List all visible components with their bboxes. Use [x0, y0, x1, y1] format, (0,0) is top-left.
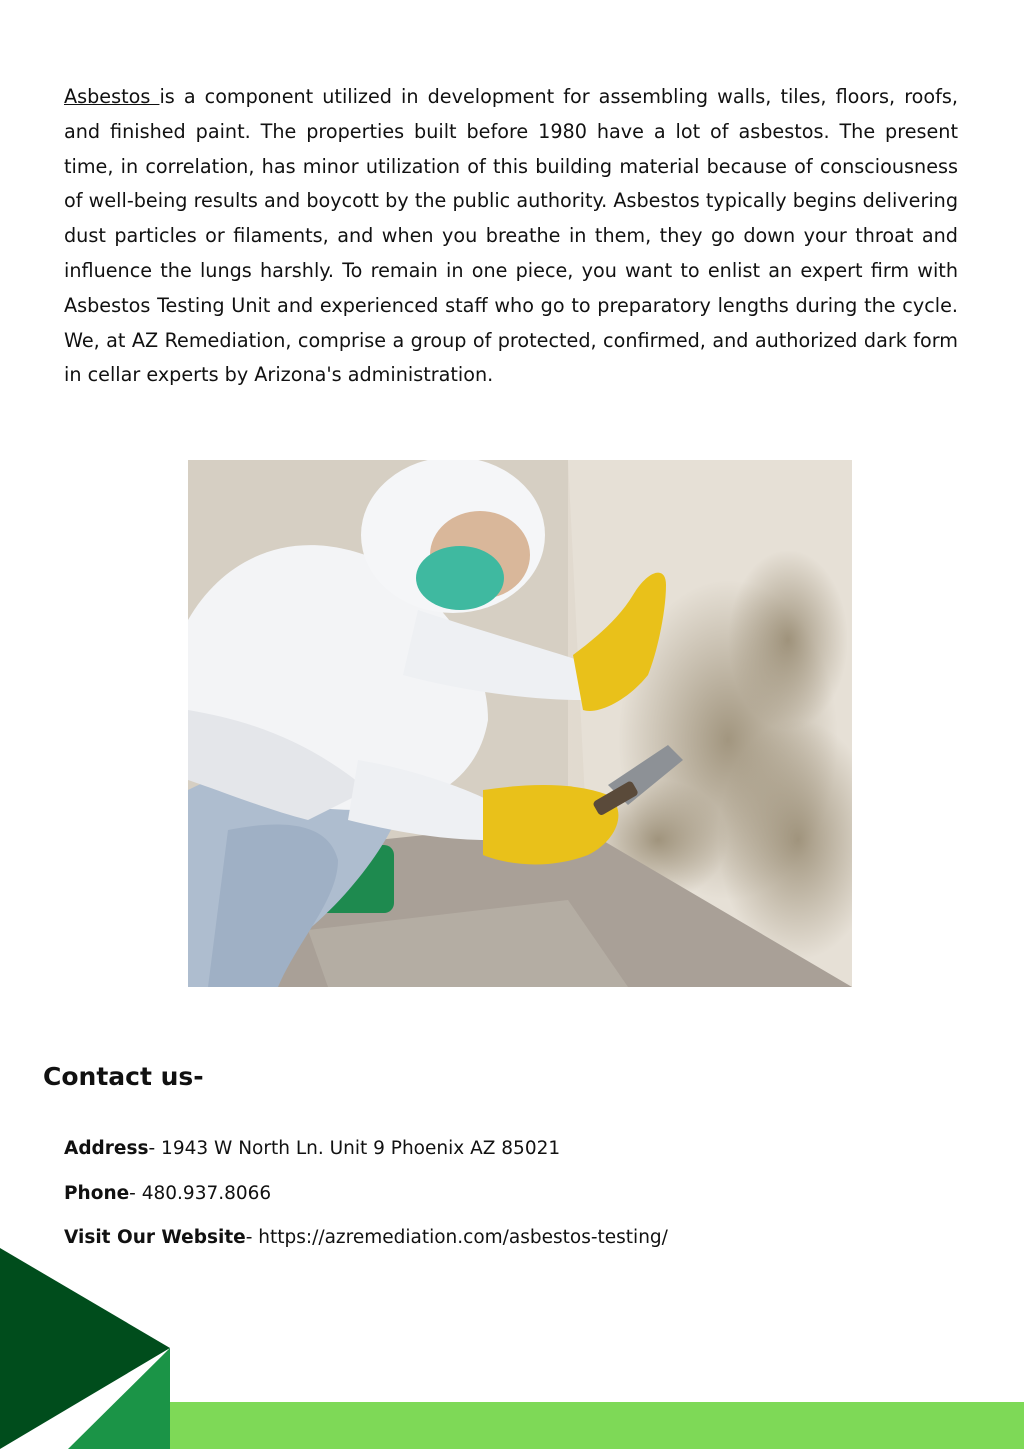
- address-label: Address: [64, 1138, 149, 1159]
- asbestos-link[interactable]: Asbestos: [64, 85, 160, 108]
- intro-body: is a component utilized in development for assembling walls, tiles, floors, roofs, and finished paint. The properties built before 1980 have a lot of asbestos. The present time, in correlation, has minor utilization of this building material because of consciousness of well-being results and boycott by the public authority. Asbestos typically begins delivering dust particles or filaments, and when you breathe in them, they go down your throat and influence the lungs harshly. To remain in one piece, you want to enlist an expert firm with Asbestos Testing Unit and experienced staff who go to preparatory lengths during the cycle. We, at AZ Remediation, comprise a group of protected, confirmed, and authorized dark form in cellar experts by Arizona's administration.: [64, 85, 958, 387]
- corner-triangle-decoration: [0, 1248, 175, 1449]
- mold-removal-photo: [188, 460, 852, 987]
- mold-removal-worker-photo-icon: [188, 460, 852, 987]
- phone-label: Phone: [64, 1183, 130, 1204]
- contact-heading: Contact us-: [43, 1062, 204, 1091]
- address-line: [64, 1136, 560, 1162]
- bottom-green-bar: [170, 1402, 1024, 1449]
- website-label: Visit Our Website: [64, 1227, 246, 1248]
- address-value: - 1943 W North Ln. Unit 9 Phoenix AZ 85021: [148, 1138, 561, 1159]
- phone-value: - 480.937.8066: [129, 1183, 272, 1204]
- website-value[interactable]: - https://azremediation.com/asbestos-testing/: [245, 1227, 668, 1248]
- intro-paragraph: [64, 80, 958, 393]
- phone-line: [64, 1181, 271, 1207]
